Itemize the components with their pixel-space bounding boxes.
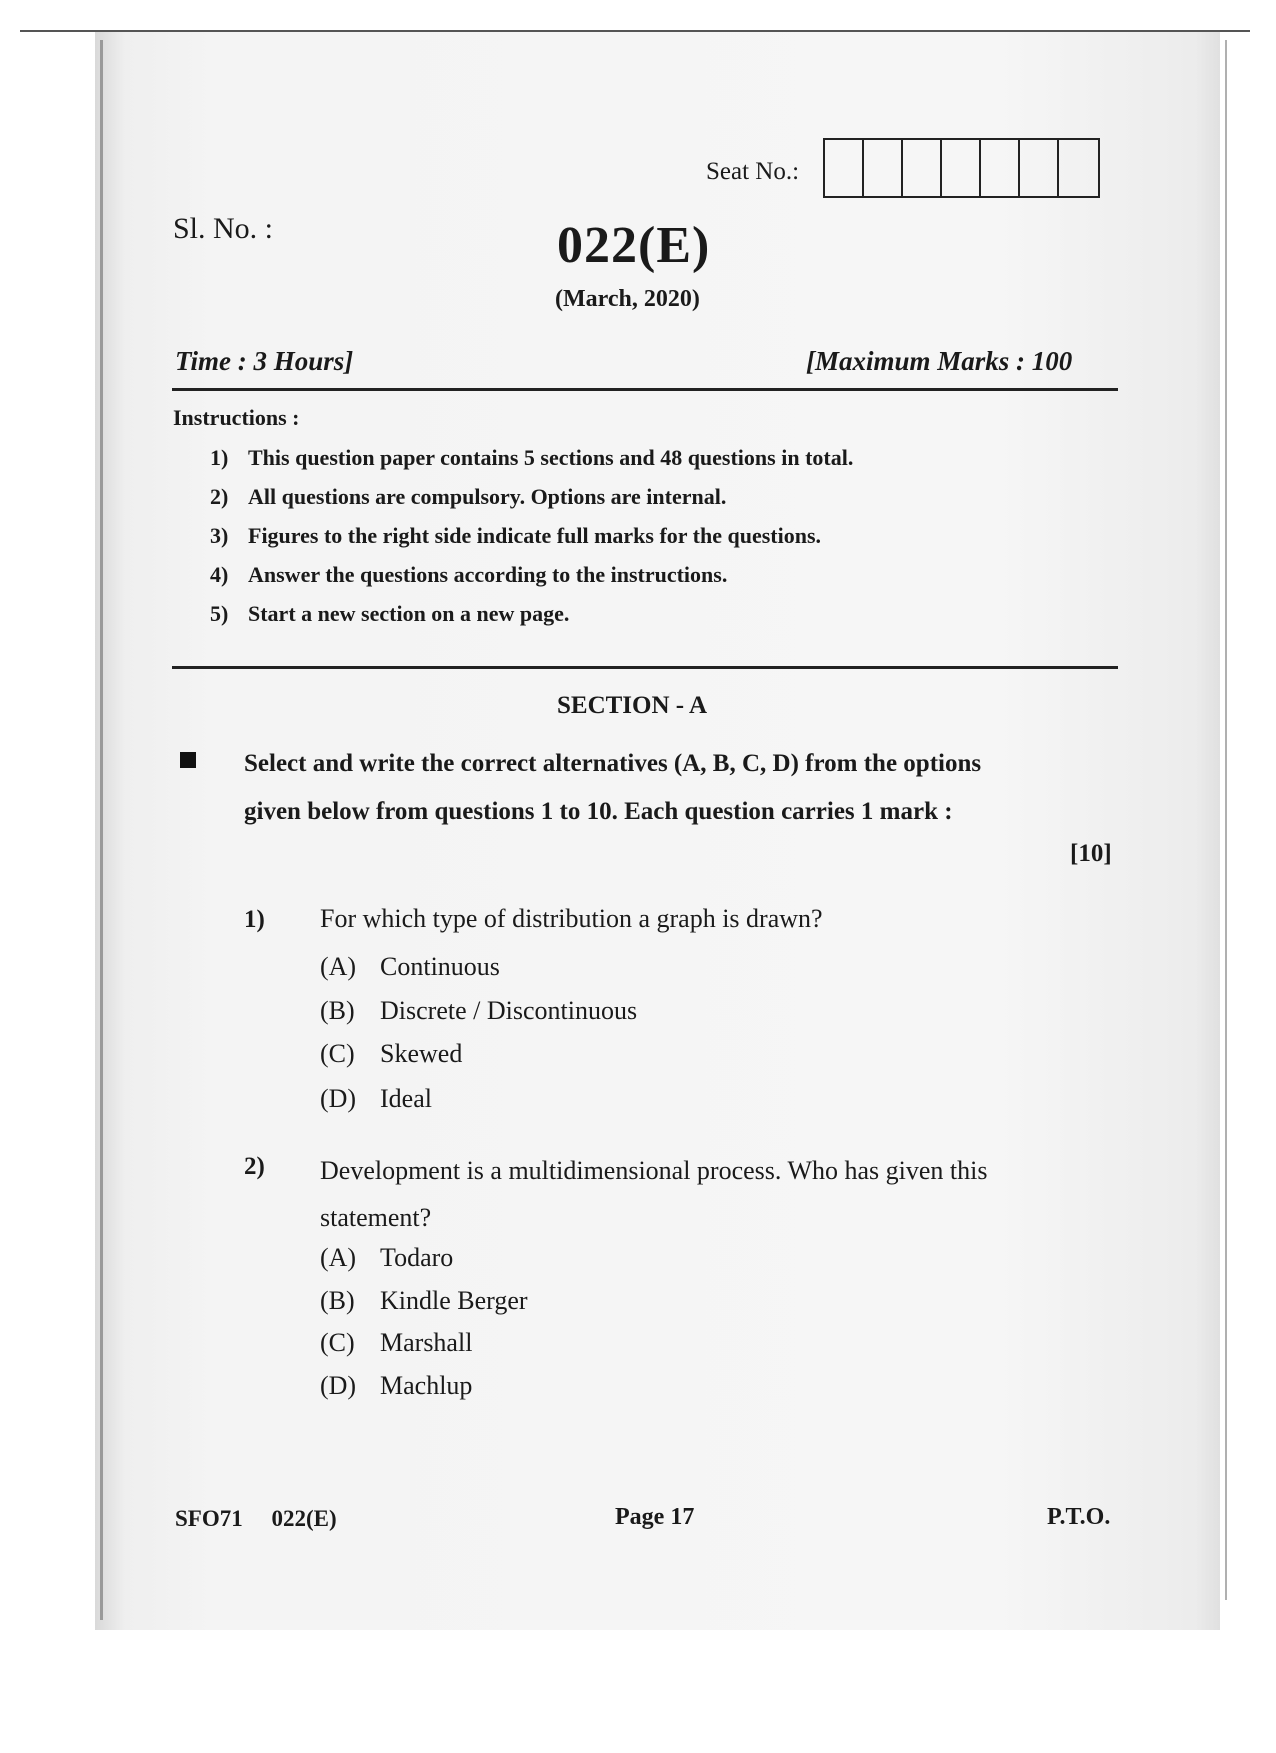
instruction-item: 4) Answer the questions according to the instructions. bbox=[210, 562, 728, 587]
seat-box bbox=[1059, 140, 1098, 196]
serial-number-label: Sl. No. : bbox=[173, 212, 274, 245]
exam-duration: Time : 3 Hours] bbox=[175, 346, 354, 376]
seat-box bbox=[903, 140, 942, 196]
please-turn-over: P.T.O. bbox=[1047, 1504, 1111, 1530]
instruction-item: 1) This question paper contains 5 sections and 48 questions in total. bbox=[210, 445, 854, 470]
question-number: 1) bbox=[244, 906, 265, 933]
option-row: (D) Machlup bbox=[320, 1371, 473, 1400]
question-number: 2) bbox=[244, 1153, 265, 1180]
option-row: (A) Continuous bbox=[320, 952, 500, 981]
square-bullet-icon bbox=[180, 752, 196, 768]
section-divider bbox=[172, 666, 1118, 669]
seat-box bbox=[981, 140, 1020, 196]
option-row: (B) Kindle Berger bbox=[320, 1286, 528, 1315]
option-row: (D) Ideal bbox=[320, 1084, 432, 1113]
header-divider bbox=[172, 388, 1118, 391]
option-row: (C) Skewed bbox=[320, 1039, 463, 1068]
exam-date: (March, 2020) bbox=[555, 286, 700, 312]
scan-edge-right bbox=[1225, 40, 1227, 1600]
seat-number-label: Seat No.: bbox=[706, 158, 800, 185]
instruction-item: 2) All questions are compulsory. Options are internal. bbox=[210, 484, 727, 509]
instructions-list bbox=[210, 445, 853, 640]
seat-box bbox=[1020, 140, 1059, 196]
maximum-marks: [Maximum Marks : 100 bbox=[806, 346, 1073, 376]
scan-edge-top bbox=[20, 30, 1250, 32]
option-row: (A) Todaro bbox=[320, 1243, 454, 1272]
seat-number-boxes bbox=[823, 138, 1100, 198]
seat-box bbox=[864, 140, 903, 196]
option-row: (B) Discrete / Discontinuous bbox=[320, 996, 638, 1025]
question-text: For which type of distribution a graph is drawn? bbox=[320, 904, 823, 933]
footer-code: SFO71 022(E) bbox=[175, 1506, 337, 1531]
section-directive: Select and write the correct alternatives (A, B, C, D) from the options given below from questions 1 to 10. Each question carries 1 mark : bbox=[244, 750, 982, 825]
seat-box bbox=[942, 140, 981, 196]
question-text: Development is a multidimensional process. Who has given this statement? bbox=[320, 1156, 988, 1232]
instruction-item: 5) Start a new section on a new page. bbox=[210, 601, 570, 626]
instructions-heading: Instructions : bbox=[173, 405, 300, 430]
seat-box bbox=[825, 140, 864, 196]
option-row: (C) Marshall bbox=[320, 1328, 473, 1357]
section-marks: [10] bbox=[1070, 840, 1112, 867]
instruction-item: 3) Figures to the right side indicate full marks for the questions. bbox=[210, 523, 822, 548]
page-number: Page 17 bbox=[615, 1504, 695, 1530]
paper-code: 022(E) bbox=[557, 217, 711, 274]
section-title: SECTION - A bbox=[557, 692, 708, 719]
scan-edge-left bbox=[100, 40, 103, 1620]
